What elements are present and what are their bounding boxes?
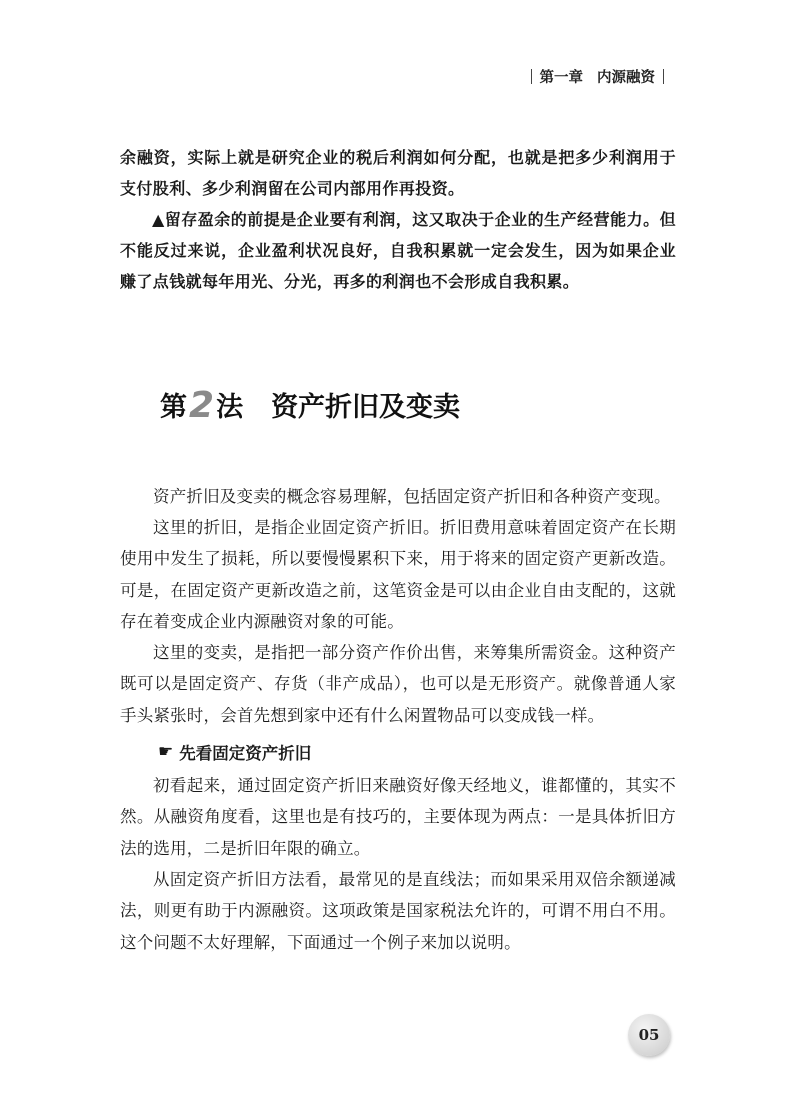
section-title: [160, 384, 460, 425]
section-suffix: 法: [216, 392, 244, 423]
hand-pointing-icon: ☛: [158, 742, 174, 762]
section-title-text: 资产折旧及变卖: [271, 392, 461, 423]
paragraph: 这里的变卖，是指把一部分资产作价出售，来筹集所需资金。这种资产既可以是固定资产、存货（非产成品），也可以是无形资产。就像普通人家手头紧张时，会首先想到家中还有什么闲置物品可以变成钱一样。: [120, 643, 676, 725]
page-number: 05: [628, 1014, 670, 1056]
paragraph: ▲留存盈余的前提是企业要有利润，这又取决于企业的生产经营能力。但不能反过来说，企业盈利状况良好，自我积累就一定会发生，因为如果企业赚了点钱就每年用光、分光，再多的利润也不会形成自我积累。: [120, 210, 676, 291]
section-number: 2: [189, 385, 215, 426]
paragraph: 余融资，实际上就是研究企业的税后利润如何分配，也就是把多少利润用于支付股利、多少利润留在公司内部用作再投资。: [120, 148, 676, 198]
section-prefix: 第: [160, 392, 187, 423]
paragraph: 从固定资产折旧方法看，最常见的是直线法；而如果采用双倍余额递减法，则更有助于内源融资。这项政策是国家税法允许的，可谓不用白不用。这个问题不太好理解，下面通过一个例子来加以说明。: [120, 870, 676, 952]
subheading-text: 先看固定资产折旧: [179, 744, 312, 763]
header-title: 内源融资: [597, 70, 655, 86]
header-divider-left: [531, 69, 532, 84]
header-divider-right: [663, 69, 664, 84]
paragraph: 这里的折旧，是指企业固定资产折旧。折旧费用意味着固定资产在长期使用中发生了损耗，所以要慢慢累积下来，用于将来的固定资产更新改造。可是，在固定资产更新改造之前，这笔资金是可以由企业自由支配的，这就存在着变成企业内源融资对象的可能。: [120, 518, 676, 631]
subheading: [158, 740, 311, 764]
paragraph: 资产折旧及变卖的概念容易理解，包括固定资产折旧和各种资产变现。: [153, 487, 671, 506]
running-header: [523, 66, 673, 87]
paragraph: 初看起来，通过固定资产折旧来融资好像天经地义，谁都懂的，其实不然。从融资角度看，这里也是有技巧的，主要体现为两点：一是具体折旧方法的选用，二是折旧年限的确立。: [120, 776, 676, 858]
header-chapter: 第一章: [539, 70, 583, 86]
